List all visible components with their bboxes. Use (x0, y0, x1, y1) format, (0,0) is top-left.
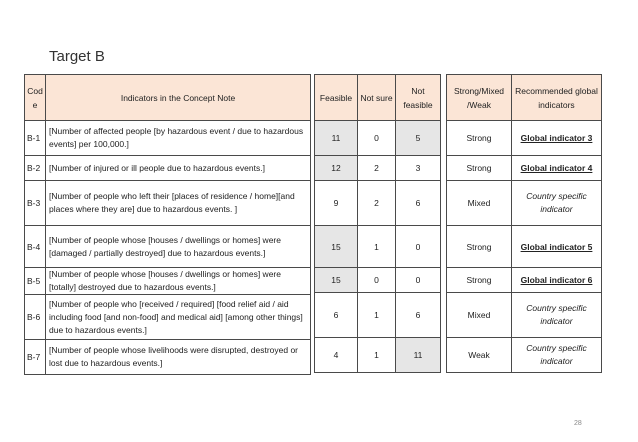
table-row (25, 268, 311, 295)
row-feasible: 15 (315, 226, 358, 268)
row-recommended (512, 268, 602, 293)
table-row (447, 181, 602, 226)
header-not-feasible: Not feasible (396, 75, 441, 121)
row-not-feasible: 6 (396, 293, 441, 338)
row-not-feasible: 0 (396, 268, 441, 293)
row-not-sure: 2 (358, 181, 396, 226)
page-number: 28 (574, 420, 582, 427)
table-row (25, 156, 311, 181)
header-recommended: Recommended global indicators (512, 75, 602, 121)
row-feasible: 15 (315, 268, 358, 293)
row-indicator: [Number of people who [received / required] [food relief aid / aid including food [and non-food] and medical aid] [among other things] due to hazardous events.] (46, 295, 311, 340)
table-row (447, 226, 602, 268)
row-not-feasible: 5 (396, 121, 441, 156)
row-feasible: 11 (315, 121, 358, 156)
row-feasible: 9 (315, 181, 358, 226)
row-not-sure: 0 (358, 268, 396, 293)
row-strength: Mixed (447, 293, 512, 338)
row-not-feasible: 0 (396, 226, 441, 268)
row-recommended (512, 338, 602, 373)
row-code: B-2 (25, 156, 46, 181)
row-indicator: [Number of people whose [houses / dwellings or homes] were [totally] destroyed due to hazardous events.] (46, 268, 311, 295)
row-indicator: [Number of people whose [houses / dwellings or homes] were [damaged / partially destroyed] due to hazardous events.] (46, 226, 311, 268)
row-code: B-3 (25, 181, 46, 226)
table-row (447, 268, 602, 293)
row-not-feasible: 6 (396, 181, 441, 226)
global-indicator-link: Global indicator 4 (520, 163, 593, 173)
row-strength: Strong (447, 226, 512, 268)
country-specific-label: Country specific indicator (526, 303, 587, 326)
header-row (25, 75, 311, 121)
global-indicator-link: Global indicator 5 (520, 241, 593, 252)
header-row (315, 75, 441, 121)
table-row (315, 121, 441, 156)
header-row (447, 75, 602, 121)
header-strength: Strong/Mixed /Weak (447, 75, 512, 121)
recommendation-table (446, 74, 602, 373)
table-row (315, 181, 441, 226)
row-code: B-1 (25, 121, 46, 156)
row-indicator: [Number of people who left their [places of residence / home][and places where they are] due to hazardous events. ] (46, 181, 311, 226)
row-code: B-5 (25, 268, 46, 295)
header-code: Cod e (25, 75, 46, 121)
row-code: B-7 (25, 340, 46, 375)
row-feasible: 6 (315, 293, 358, 338)
row-indicator: [Number of affected people [by hazardous event / due to hazardous events] per 100,000.] (46, 121, 311, 156)
table-row (25, 121, 311, 156)
row-not-feasible: 3 (396, 156, 441, 181)
table-row (25, 295, 311, 340)
row-code: B-6 (25, 295, 46, 340)
table-row (315, 156, 441, 181)
page-title: Target B (49, 48, 105, 65)
row-strength: Strong (447, 156, 512, 181)
row-recommended (512, 226, 602, 268)
row-strength: Strong (447, 121, 512, 156)
header-indicators: Indicators in the Concept Note (46, 75, 311, 121)
row-code: B-4 (25, 226, 46, 268)
table-row (315, 293, 441, 338)
global-indicator-link: Global indicator 3 (520, 133, 593, 143)
table-row (447, 121, 602, 156)
row-not-sure: 2 (358, 156, 396, 181)
row-recommended (512, 121, 602, 156)
row-not-sure: 0 (358, 121, 396, 156)
table-row (447, 156, 602, 181)
row-not-feasible: 11 (396, 338, 441, 373)
row-indicator: [Number of people whose livelihoods were disrupted, destroyed or lost due to hazardous events.] (46, 340, 311, 375)
row-feasible: 4 (315, 338, 358, 373)
global-indicator-link: Global indicator 6 (520, 275, 593, 285)
row-recommended (512, 156, 602, 181)
table-row (315, 338, 441, 373)
feasibility-table (314, 74, 441, 373)
header-feasible: Feasible (315, 75, 358, 121)
row-feasible: 12 (315, 156, 358, 181)
table-row (447, 293, 602, 338)
row-not-sure: 1 (358, 226, 396, 268)
indicators-table (24, 74, 311, 375)
table-row (25, 181, 311, 226)
country-specific-label: Country specific indicator (526, 191, 587, 214)
header-not-sure: Not sure (358, 75, 396, 121)
row-recommended (512, 181, 602, 226)
row-indicator: [Number of injured or ill people due to hazardous events.] (46, 156, 311, 181)
table-row (315, 268, 441, 293)
row-strength: Weak (447, 338, 512, 373)
table-row (25, 340, 311, 375)
row-not-sure: 1 (358, 293, 396, 338)
row-strength: Mixed (447, 181, 512, 226)
table-row (447, 338, 602, 373)
row-recommended (512, 293, 602, 338)
table-row (315, 226, 441, 268)
row-not-sure: 1 (358, 338, 396, 373)
table-row (25, 226, 311, 268)
row-strength: Strong (447, 268, 512, 293)
country-specific-label: Country specific indicator (526, 343, 587, 366)
